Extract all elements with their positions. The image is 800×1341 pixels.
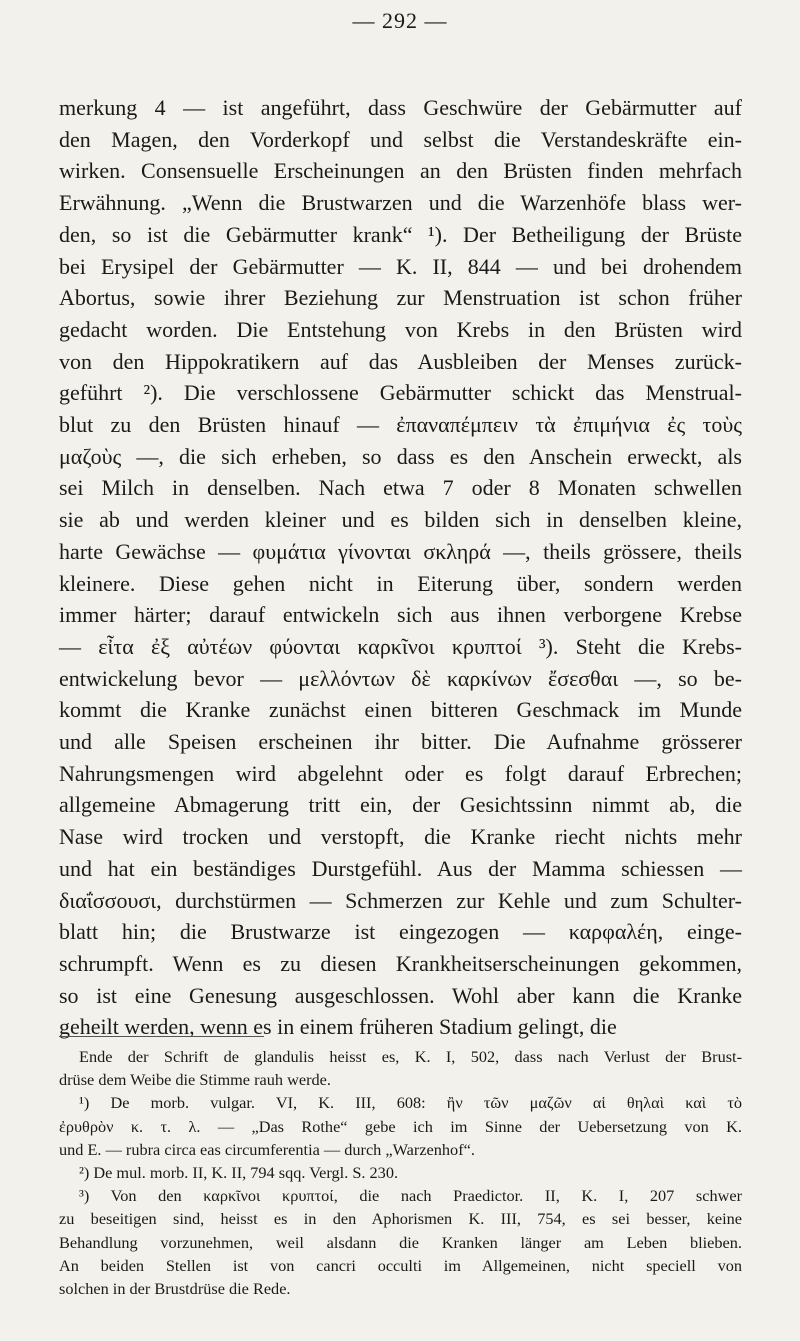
footnote-line: ³) Von den καρκῖνοι κρυπτοί, die nach Praedictor. II, K. I, 207 schwer: [79, 1186, 742, 1206]
text-line: gedacht worden. Die Entstehung von Krebs in den Brüsten wird: [59, 316, 742, 342]
footnotes: [59, 1045, 742, 1300]
text-line: merkung 4 — ist angeführt, dass Geschwüre der Gebärmutter auf: [59, 95, 742, 120]
footnote-line: drüse dem Weibe die Stimme rauh werde.: [59, 1070, 331, 1090]
text-line: wirken. Consensuelle Erscheinungen an den Brüsten finden mehrfach: [59, 158, 742, 184]
text-line: geführt ²). Die verschlossene Gebärmutter schickt das Menstrual-: [59, 380, 742, 406]
text-line: Nahrungsmengen wird abgelehnt oder es folgt darauf Erbrechen;: [59, 760, 742, 786]
text-line: blatt hin; die Brustwarze ist eingezogen — καρφαλέη, einge-: [59, 919, 742, 945]
text-line: von den Hippokratikern auf das Ausbleiben der Menses zurück-: [59, 348, 742, 374]
text-line: kleinere. Diese gehen nicht in Eiterung über, sondern werden: [59, 570, 742, 596]
text-line: Nase wird trocken und verstopft, die Kranke riecht nichts mehr: [59, 824, 742, 850]
text-line: schrumpft. Wenn es zu diesen Krankheitserscheinungen gekommen,: [59, 950, 742, 976]
text-line: Abortus, sowie ihrer Beziehung zur Menstruation ist schon früher: [59, 285, 742, 311]
text-line: und hat ein beständiges Durstgefühl. Aus der Mamma schiessen —: [59, 855, 742, 881]
text-line: immer härter; darauf entwickeln sich aus ihnen verborgene Krebse: [59, 602, 742, 628]
footnote-line: solchen in der Brustdrüse die Rede.: [59, 1279, 291, 1299]
footnote-line: An beiden Stellen ist von cancri occulti im Allgemeinen, nicht speciell von: [59, 1255, 742, 1275]
text-line: μαζοὺς —, die sich erheben, so dass es den Anschein erweckt, als: [59, 443, 742, 469]
main-text: [59, 92, 742, 1043]
text-line: sei Milch in denselben. Nach etwa 7 oder 8 Monaten schwellen: [59, 475, 742, 501]
text-line: — εἶτα ἐξ αὐτέων φύονται καρκῖνοι κρυπτοί ³). Steht die Krebs-: [59, 633, 742, 659]
footnote-line: ²) De mul. morb. II, K. II, 794 sqq. Vergl. S. 230.: [79, 1163, 399, 1183]
footnote-line: Behandlung vorzunehmen, weil alsdann die Kranken länger am Leben blieben.: [59, 1232, 742, 1252]
text-line: διαΐσσουσι, durchstürmen — Schmerzen zur Kehle und zum Schulter-: [59, 887, 742, 913]
text-line: harte Gewächse — φυμάτια γίνονται σκληρά —, theils grössere, theils: [59, 538, 742, 564]
text-line: den Magen, den Vorderkopf und selbst die Verstandeskräfte ein-: [59, 126, 742, 152]
text-line: blut zu den Brüsten hinauf — ἐπαναπέμπειν τὰ ἐπιμήνια ἐς τοὺς: [59, 412, 742, 438]
footnote-separator: [59, 1036, 264, 1037]
text-line: geheilt werden, wenn es in einem früheren Stadium gelingt, die: [59, 1014, 617, 1040]
footnote-line: Ende der Schrift de glandulis heisst es, K. I, 502, dass nach Verlust der Brust-: [79, 1047, 742, 1066]
text-line: den, so ist die Gebärmutter krank“ ¹). Der Betheiligung der Brüste: [59, 221, 742, 247]
footnote-line: zu beseitigen sind, heisst es in den Aphorismen K. III, 754, es sei besser, keine: [59, 1209, 742, 1229]
text-line: allgemeine Abmagerung tritt ein, der Gesichtssinn nimmt ab, die: [59, 792, 742, 818]
text-line: sie ab und werden kleiner und es bilden sich in denselben kleine,: [59, 507, 742, 533]
page-number: — 292 —: [352, 8, 448, 33]
text-line: entwickelung bevor — μελλόντων δὲ καρκίνων ἔσεσθαι —, so be-: [59, 665, 742, 691]
footnote-line: ἐρυθρὸν κ. τ. λ. — „Das Rothe“ gebe ich im Sinne der Uebersetzung von K.: [59, 1116, 742, 1136]
footnote-line: ¹) De morb. vulgar. VI, K. III, 608: ἢν τῶν μαζῶν αἱ θηλαὶ καὶ τὸ: [79, 1093, 742, 1113]
text-line: Erwähnung. „Wenn die Brustwarzen und die Warzenhöfe blass wer-: [59, 190, 742, 216]
text-line: bei Erysipel der Gebärmutter — K. II, 844 — und bei drohendem: [59, 253, 742, 279]
text-line: so ist eine Genesung ausgeschlossen. Wohl aber kann die Kranke: [59, 982, 742, 1008]
footnote-line: und E. — rubra circa eas circumferentia — durch „Warzenhof“.: [59, 1139, 475, 1159]
text-line: und alle Speisen erscheinen ihr bitter. Die Aufnahme grösserer: [59, 729, 742, 755]
text-line: kommt die Kranke zunächst einen bitteren Geschmack im Munde: [59, 697, 742, 723]
